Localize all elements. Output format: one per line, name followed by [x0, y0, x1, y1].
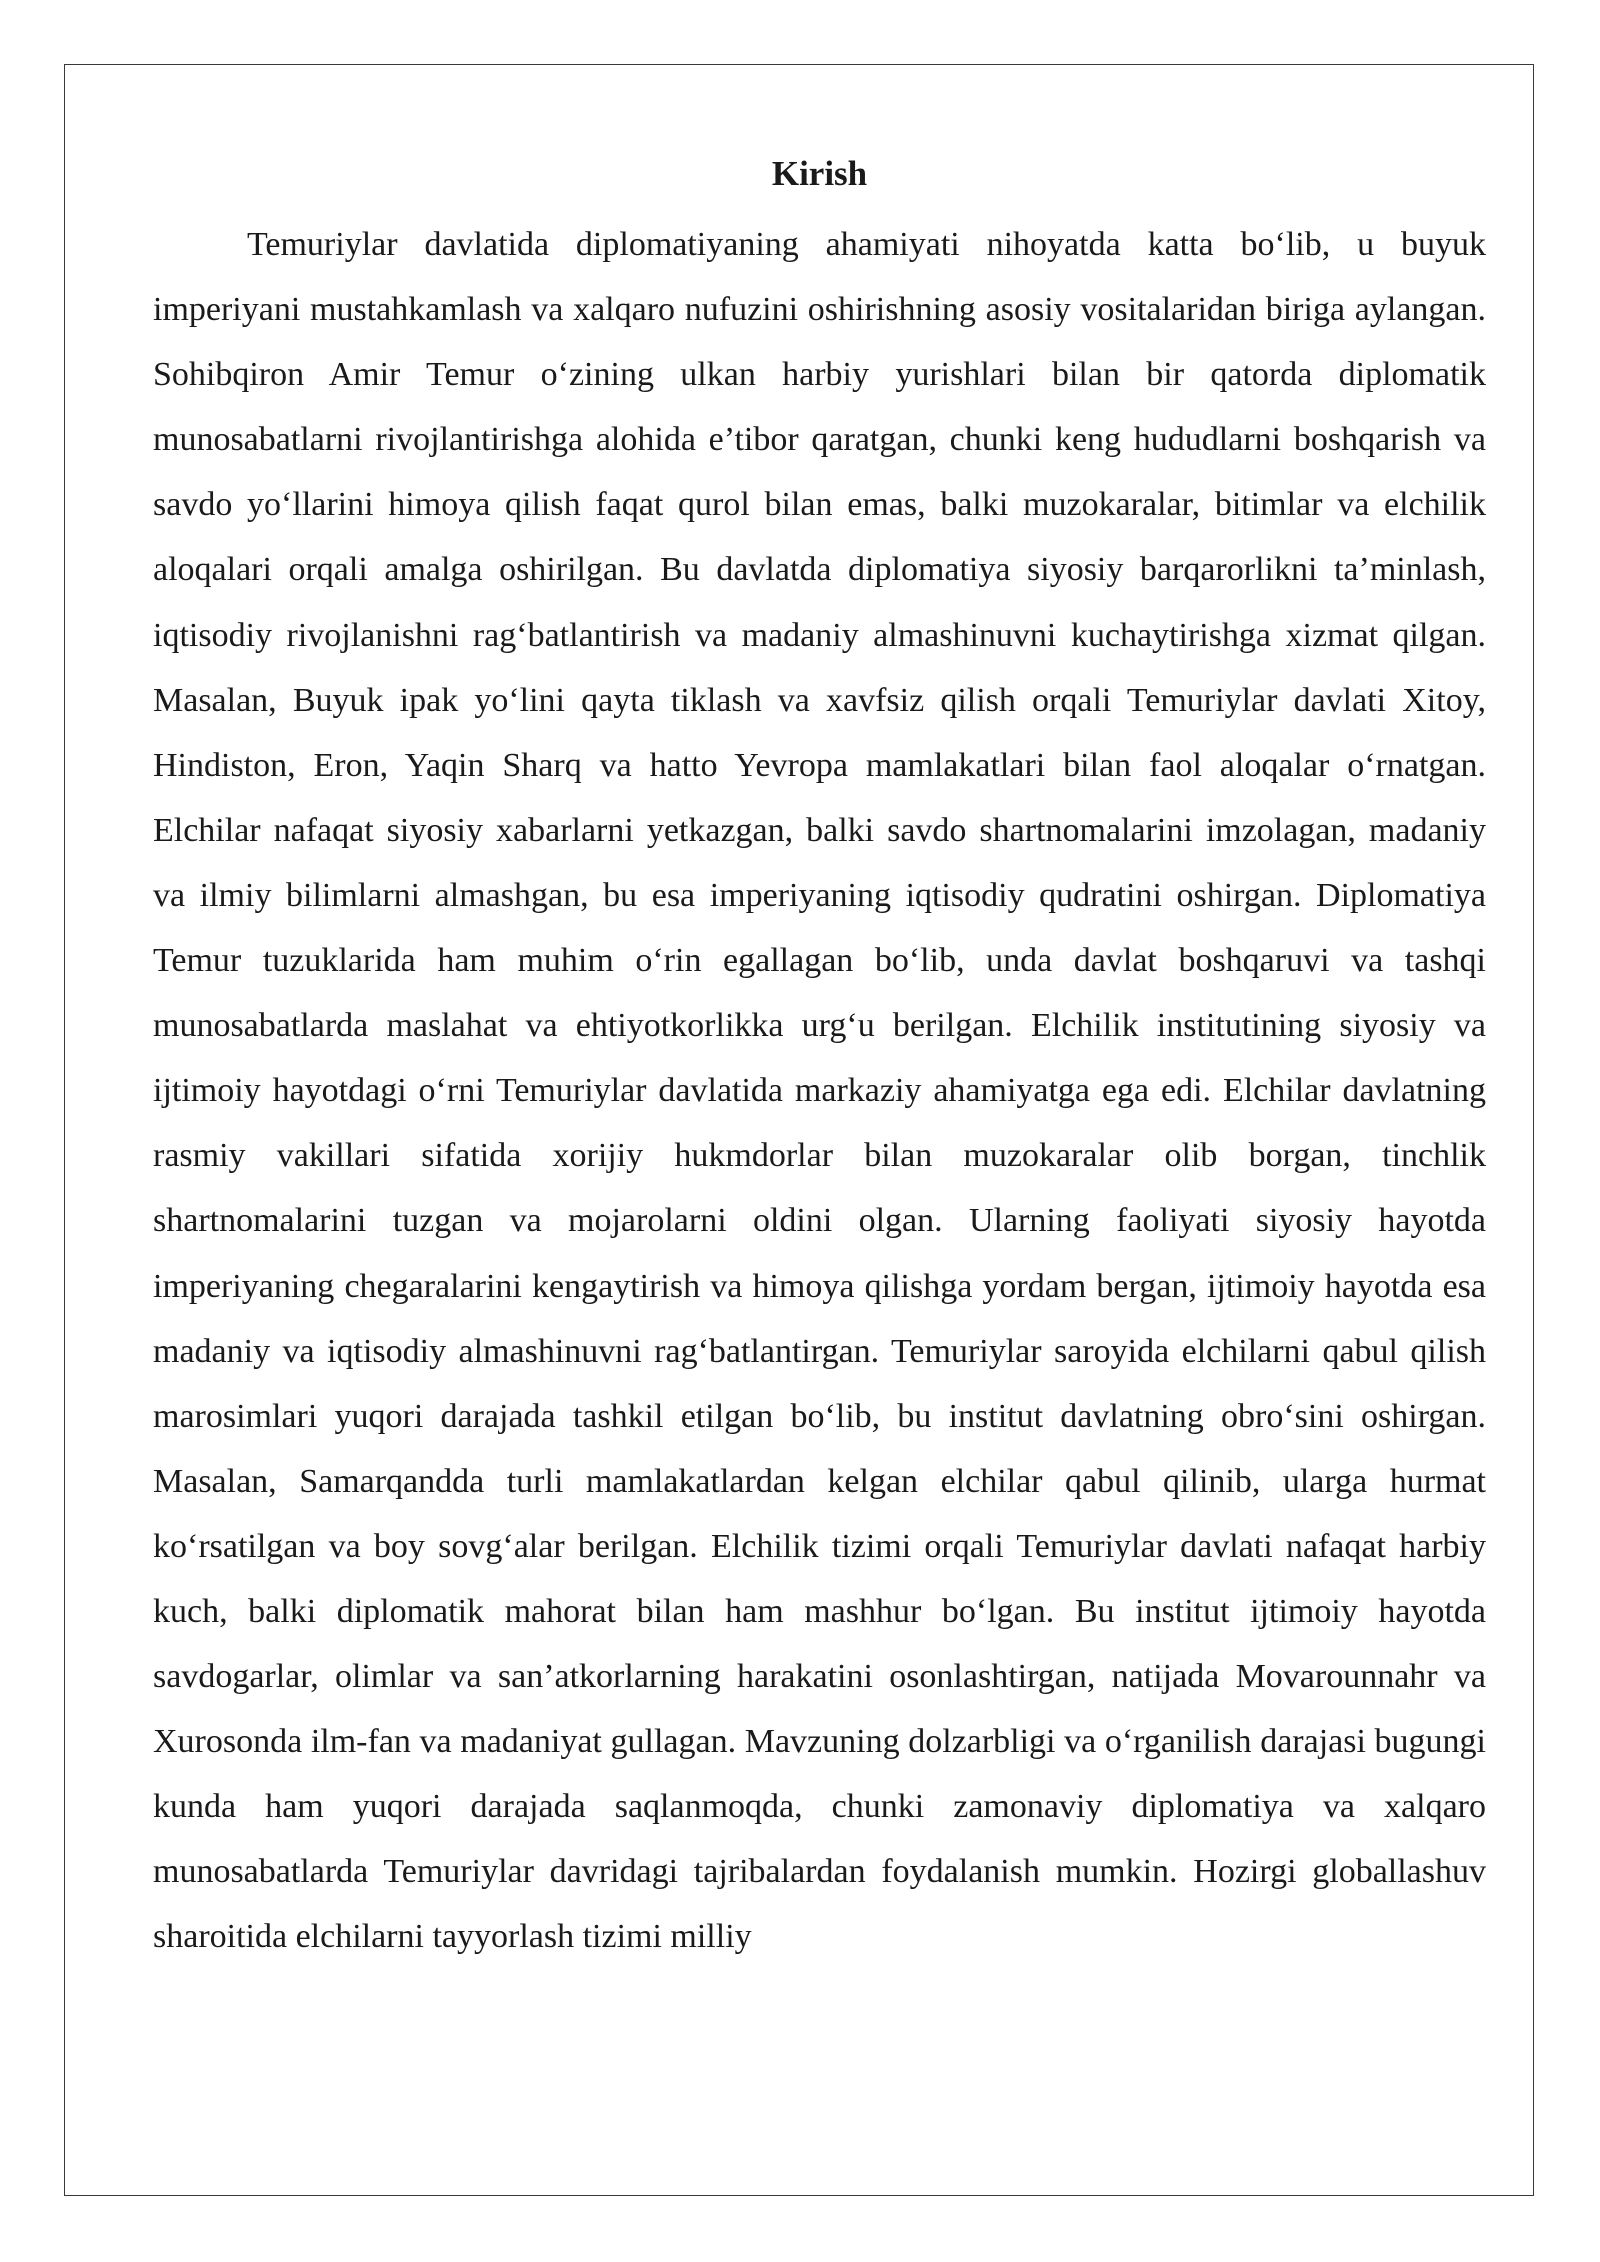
body-paragraph: Temuriylar davlatida diplomatiyaning ahamiyati nihoyatda katta bo‘lib, u buyuk imperiyani mustahkamlash va xalqaro nufuzini oshirishning asosiy vositalaridan biriga aylangan. Sohibqiron Amir Temur o‘zining ulkan harbiy yurishlari bilan bir qatorda diplomatik munosabatlarni rivojlantirishga alohida e’tibor qaratgan, chunki keng hududlarni boshqarish va savdo yo‘llarini himoya qilish faqat qurol bilan emas, balki muzokaralar, bitimlar va elchilik aloqalari orqali amalga oshirilgan. Bu davlatda diplomatiya siyosiy barqarorlikni ta’minlash, iqtisodiy rivojlanishni rag‘batlantirish va madaniy almashinuvni kuchaytirishga xizmat qilgan. Masalan, Buyuk ipak yo‘lini qayta tiklash va xavfsiz qilish orqali Temuriylar davlati Xitoy, Hindiston, Eron, Yaqin Sharq va hatto Yevropa mamlakatlari bilan faol aloqalar o‘rnatgan. Elchilar nafaqat siyosiy xabarlarni yetkazgan, balki savdo shartnomalarini imzolagan, madaniy va ilmiy bilimlarni almashgan, bu esa imperiyaning iqtisodiy qudratini oshirgan. Diplomatiya Temur tuzuklarida ham muhim o‘rin egallagan bo‘lib, unda davlat boshqaruvi va tashqi munosabatlarda maslahat va ehtiyotkorlikka urg‘u berilgan. Elchilik institutining siyosiy va ijtimoiy hayotdagi o‘rni Temuriylar davlatida markaziy ahamiyatga ega edi. Elchilar davlatning rasmiy vakillari sifatida xorijiy hukmdorlar bilan muzokaralar olib borgan, tinchlik shartnomalarini tuzgan va mojarolarni oldini olgan. Ularning faoliyati siyosiy hayotda imperiyaning chegaralarini kengaytirish va himoya qilishga yordam bergan, ijtimoiy hayotda esa madaniy va iqtisodiy almashinuvni rag‘batlantirgan. Temuriylar saroyida elchilarni qabul qilish marosimlari yuqori darajada tashkil etilgan bo‘lib, bu institut davlatning obro‘sini oshirgan. Masalan, Samarqandda turli mamlakatlardan kelgan elchilar qabul qilinib, ularga hurmat ko‘rsatilgan va boy sovg‘alar berilgan. Elchilik tizimi orqali Temuriylar davlati nafaqat harbiy kuch, balki diplomatik mahorat bilan ham mashhur bo‘lgan. Bu institut ijtimoiy hayotda savdogarlar, olimlar va san’atkorlarning harakatini osonlashtirgan, natijada Movarounnahr va Xurosonda ilm-fan va madaniyat gullagan. Mavzuning dolzarbligi va o‘rganilish darajasi bugungi kunda ham yuqori darajada saqlanmoqda, chunki zamonaviy diplomatiya va xalqaro munosabatlarda Temuriylar davridagi tajribalardan foydalanish mumkin. Hozirgi globallashuv sharoitida elchilarni tayyorlash tizimi milliy: [153, 226, 1486, 1956]
document-title: Kirish: [771, 154, 868, 193]
document-content: [153, 148, 1486, 1970]
